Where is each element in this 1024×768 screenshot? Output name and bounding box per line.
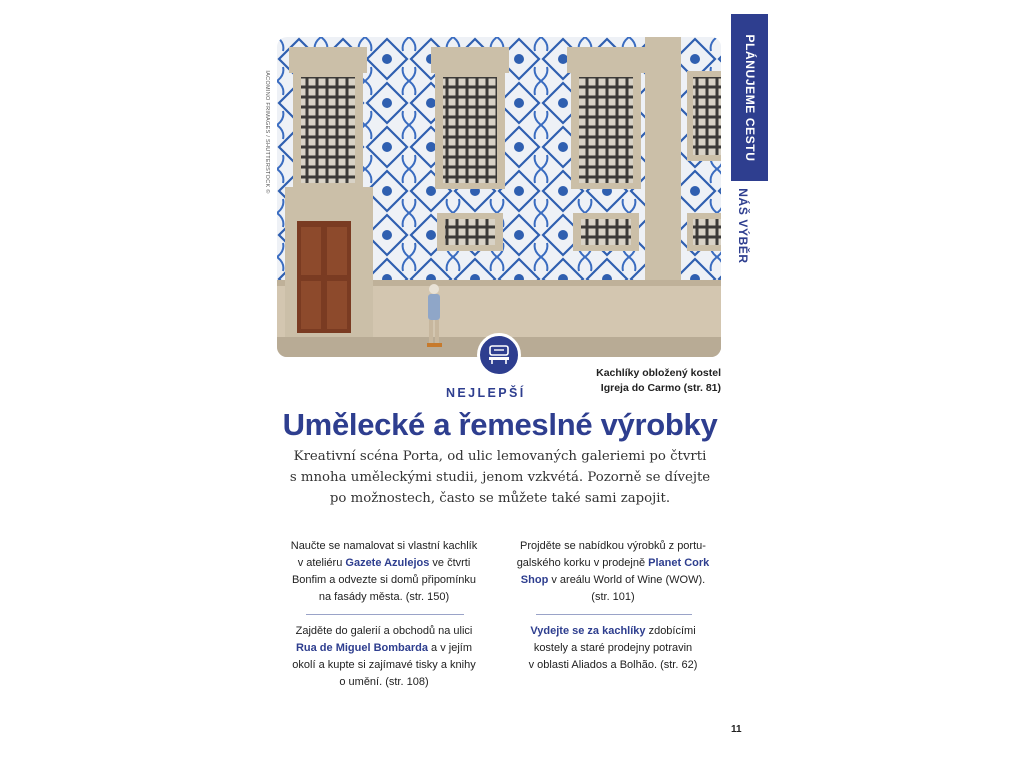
page-title: Umělecké a řemeslné výrobky: [282, 407, 718, 442]
tip-rua-miguel-bombarda: Zajděte do galerií a obchodů na ulici Rua de Miguel Bombarda a v jejím okolí a kupte si zajímavé tisky a knihy o umění. (str. 108): [292, 625, 476, 688]
photo-credit: IACOMINO FRIMAGES / SHUTTERSTOCK ©: [264, 70, 270, 194]
subsection-tab-label: NÁŠ VÝBĚR: [736, 188, 750, 264]
azulejo-facade-image: [277, 37, 721, 357]
craft-icon: [488, 345, 510, 365]
photo-caption: Kachlíky obložený kostel Igreja do Carmo (str. 81): [596, 367, 721, 394]
intro-paragraph: Kreativní scéna Porta, od ulic lemovaných galeriemi po čtvrti s mnoha uměleckými studii, jenom vzkvétá. Pozorně se dívejte po možnostech, často se můžete také sami zapojit.: [289, 449, 711, 506]
church-photo: [277, 37, 721, 357]
divider-left: [306, 614, 464, 615]
tip-gazete-azulejos: Naučte se namalovat si vlastní kachlík v ateliéru Gazete Azulejos ve čtvrti Bonfim a odvezte si domů připomínku na fasády města. (str. 150): [290, 540, 478, 603]
divider-right: [536, 614, 692, 615]
section-tab-label: PLÁNUJEME CESTU: [742, 33, 757, 162]
section-kicker: NEJLEPŠÍ: [446, 386, 526, 400]
tip-planet-cork-shop: Projděte se nabídkou výrobků z portu- galského korku v prodejně Planet Cork Shop v areálu World of Wine (WOW). (str. 101): [516, 540, 710, 603]
tip-kachliky: Vydejte se za kachlíky zdobícími kostely a staré prodejny potravin v oblasti Aliados a Bolhão. (str. 62): [528, 625, 698, 671]
craft-badge: [477, 333, 521, 377]
page-number: 11: [731, 724, 742, 735]
